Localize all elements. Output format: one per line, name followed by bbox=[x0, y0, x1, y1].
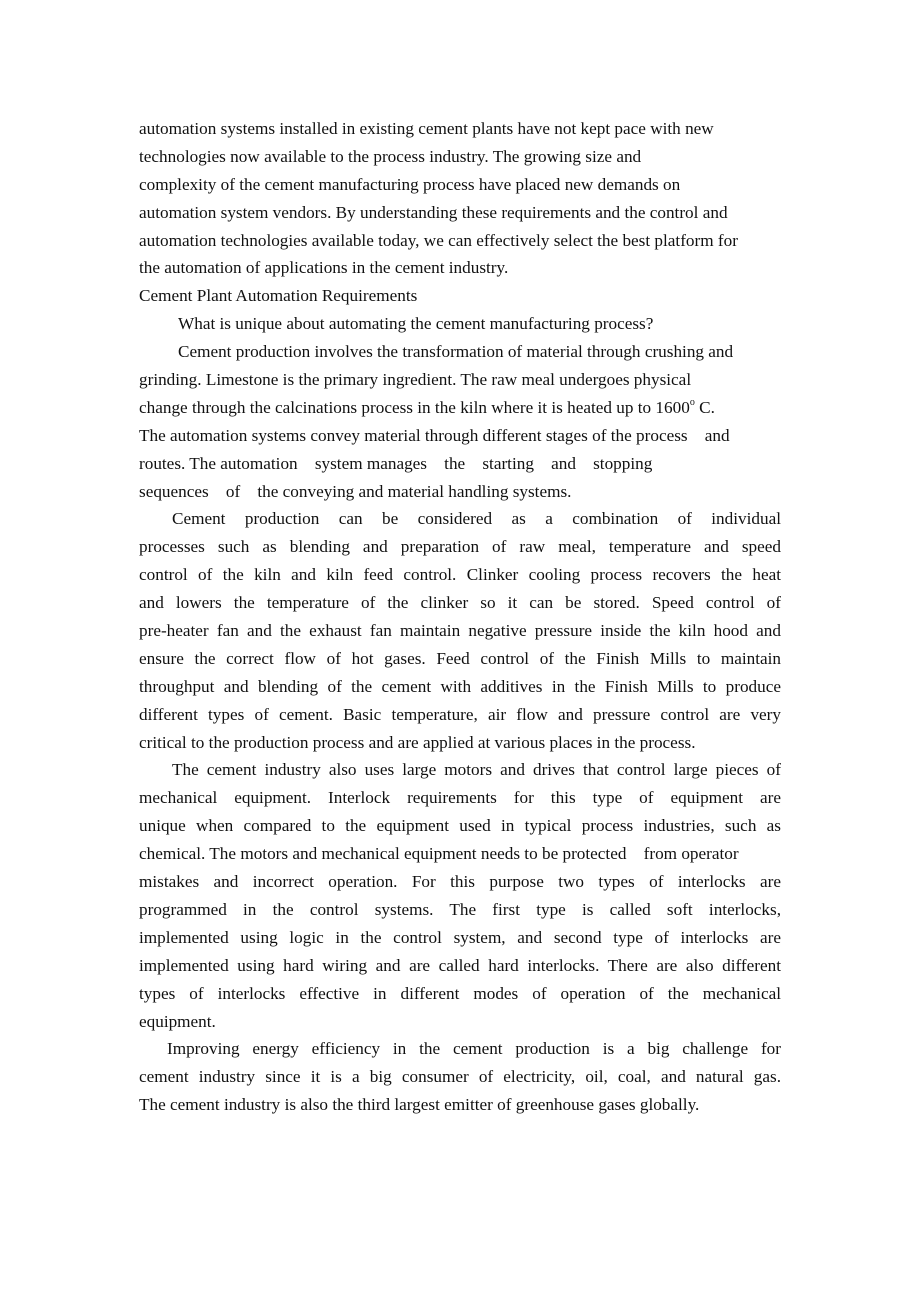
text-line: pre-heater fan and the exhaust fan maintain negative pressure inside the kiln hood and bbox=[139, 621, 781, 641]
text-line: The cement industry is also the third largest emitter of greenhouse gases globally. bbox=[139, 1095, 700, 1115]
text-line: equipment. bbox=[139, 1011, 216, 1031]
question-line: What is unique about automating the cement manufacturing process? bbox=[178, 314, 654, 334]
text-fragment: C. bbox=[694, 397, 715, 417]
text-line: processes such as blending and preparation of raw meal, temperature and speed bbox=[139, 537, 781, 557]
text-line: and lowers the temperature of the clinker so it can be stored. Speed control of bbox=[139, 593, 781, 613]
text-line: the automation of applications in the cement industry. bbox=[139, 258, 509, 278]
paragraph-individual-processes bbox=[139, 505, 781, 756]
text-line: Cement production can be considered as a combination of individual bbox=[172, 509, 781, 529]
text-line: programmed in the control systems. The first type is called soft interlocks, bbox=[139, 899, 781, 919]
text-line: technologies now available to the process industry. The growing size and bbox=[139, 146, 642, 166]
paragraph-energy-efficiency bbox=[139, 1035, 781, 1119]
text-line: The automation systems convey material through different stages of the process and bbox=[139, 425, 730, 445]
text-line: ensure the correct flow of hot gases. Feed control of the Finish Mills to maintain bbox=[139, 648, 781, 668]
text-fragment: change through the calcinations process in the kiln where it is heated up to 1600 bbox=[139, 397, 690, 417]
text-line: grinding. Limestone is the primary ingredient. The raw meal undergoes physical bbox=[139, 370, 692, 390]
text-line: implemented using hard wiring and are called hard interlocks. There are also different bbox=[139, 955, 781, 975]
text-line: mechanical equipment. Interlock requirements for this type of equipment are bbox=[139, 788, 781, 808]
text-line: The cement industry also uses large motors and drives that control large pieces of bbox=[172, 760, 781, 780]
text-line: chemical. The motors and mechanical equipment needs to be protected from operator bbox=[139, 844, 739, 864]
text-line: sequences of the conveying and material handling systems. bbox=[139, 481, 572, 501]
degree-superscript: o bbox=[689, 397, 695, 409]
section-heading: Cement Plant Automation Requirements bbox=[139, 286, 418, 306]
text-line: automation system vendors. By understanding these requirements and the control and bbox=[139, 202, 728, 222]
text-line: Cement production involves the transformation of material through crushing and bbox=[178, 342, 734, 362]
text-line: cement industry since it is a big consumer of electricity, oil, coal, and natural gas. bbox=[139, 1067, 781, 1087]
text-line: complexity of the cement manufacturing process have placed new demands on bbox=[139, 174, 681, 194]
body-text bbox=[139, 115, 781, 1119]
text-line: critical to the production process and are applied at various places in the process. bbox=[139, 732, 696, 752]
text-line: routes. The automation system manages the starting and stopping bbox=[139, 453, 653, 473]
text-line: control of the kiln and kiln feed control. Clinker cooling process recovers the heat bbox=[139, 565, 781, 585]
paragraph-cement-production bbox=[139, 338, 781, 505]
paragraph-interlocks bbox=[139, 756, 781, 1035]
text-line: automation systems installed in existing cement plants have not kept pace with new bbox=[139, 119, 714, 138]
text-line: implemented using logic in the control system, and second type of interlocks are bbox=[139, 927, 781, 947]
text-line: types of interlocks effective in different modes of operation of the mechanical bbox=[139, 983, 781, 1003]
text-line: unique when compared to the equipment used in typical process industries, such as bbox=[139, 816, 781, 836]
intro-paragraph bbox=[139, 115, 781, 282]
text-line bbox=[139, 394, 781, 422]
text-line: throughput and blending of the cement with additives in the Finish Mills to produce bbox=[139, 676, 781, 696]
text-line: mistakes and incorrect operation. For this purpose two types of interlocks are bbox=[139, 872, 781, 892]
text-line: Improving energy efficiency in the cement production is a big challenge for bbox=[167, 1039, 781, 1059]
text-line: automation technologies available today, we can effectively select the best platform for bbox=[139, 230, 738, 250]
text-line: different types of cement. Basic temperature, air flow and pressure control are very bbox=[139, 704, 781, 724]
